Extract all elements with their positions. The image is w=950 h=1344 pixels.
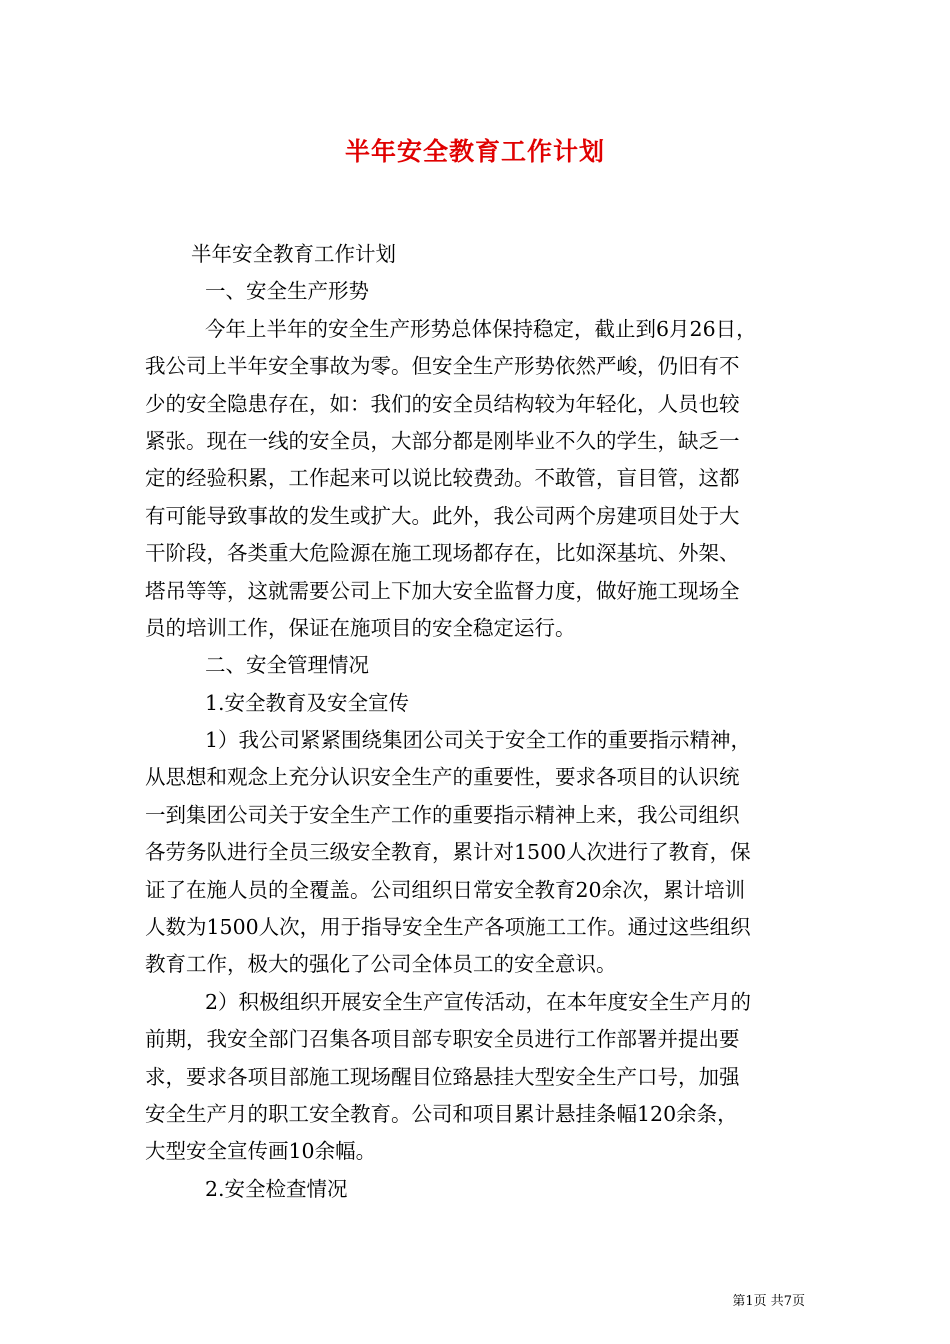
body-line: 少的安全隐患存在，如：我们的安全员结构较为年轻化，人员也较: [145, 391, 740, 416]
body-line: 半年安全教育工作计划: [191, 242, 396, 266]
body-line: 从思想和观念上充分认识安全生产的重要性，要求各项目的认识统: [145, 765, 740, 790]
section-heading: 一、安全生产形势: [205, 279, 369, 304]
body-line: 我公司上半年安全事故为零。但安全生产形势依然严峻，仍旧有不: [145, 354, 740, 379]
body-line: 有可能导致事故的发生或扩大。此外，我公司两个房建项目处于大: [145, 503, 740, 528]
body-line: 干阶段，各类重大危险源在施工现场都存在，比如深基坑、外架、: [145, 541, 740, 566]
body-line: 人数为1500人次，用于指导安全生产各项施工工作。通过这些组织: [145, 915, 751, 940]
body-line: 今年上半年的安全生产形势总体保持稳定，截止到6月26日，: [205, 316, 757, 341]
body-line: 各劳务队进行全员三级安全教育，累计对1500人次进行了教育，保: [145, 840, 751, 865]
body-line: 2）积极组织开展安全生产宣传活动，在本年度安全生产月的: [205, 989, 752, 1014]
document-body: [145, 236, 810, 1208]
subsection-heading: 2.安全检查情况: [205, 1176, 348, 1201]
subsection-heading: 1.安全教育及安全宣传: [205, 690, 410, 715]
body-line: 员的培训工作，保证在施项目的安全稳定运行。: [145, 615, 576, 640]
page-title: 半年安全教育工作计划: [344, 137, 605, 166]
body-line: 大型安全宣传画10余幅。: [145, 1139, 377, 1164]
body-line: 一到集团公司关于安全生产工作的重要指示精神上来，我公司组织: [145, 802, 740, 827]
page-number: 第1页 共7页: [732, 1294, 805, 1309]
body-line: 定的经验积累，工作起来可以说比较费劲。不敢管，盲目管，这都: [145, 466, 740, 491]
body-line: 塔吊等等，这就需要公司上下加大安全监督力度，做好施工现场全: [145, 578, 740, 603]
body-line: 证了在施人员的全覆盖。公司组织日常安全教育20余次，累计培训: [145, 877, 746, 902]
body-line: 教育工作，极大的强化了公司全体员工的安全意识。: [145, 952, 617, 977]
body-line: 紧张。现在一线的安全员，大部分都是刚毕业不久的学生，缺乏一: [145, 428, 740, 453]
body-line: 前期，我安全部门召集各项目部专职安全员进行工作部署并提出要: [145, 1027, 740, 1052]
section-heading: 二、安全管理情况: [205, 653, 369, 678]
body-line: 求，要求各项目部施工现场醒目位臵悬挂大型安全生产口号，加强: [145, 1064, 740, 1089]
body-line: 安全生产月的职工安全教育。公司和项目累计悬挂条幅120余条，: [145, 1101, 738, 1126]
body-line: 1）我公司紧紧围绕集团公司关于安全工作的重要指示精神，: [205, 728, 752, 753]
